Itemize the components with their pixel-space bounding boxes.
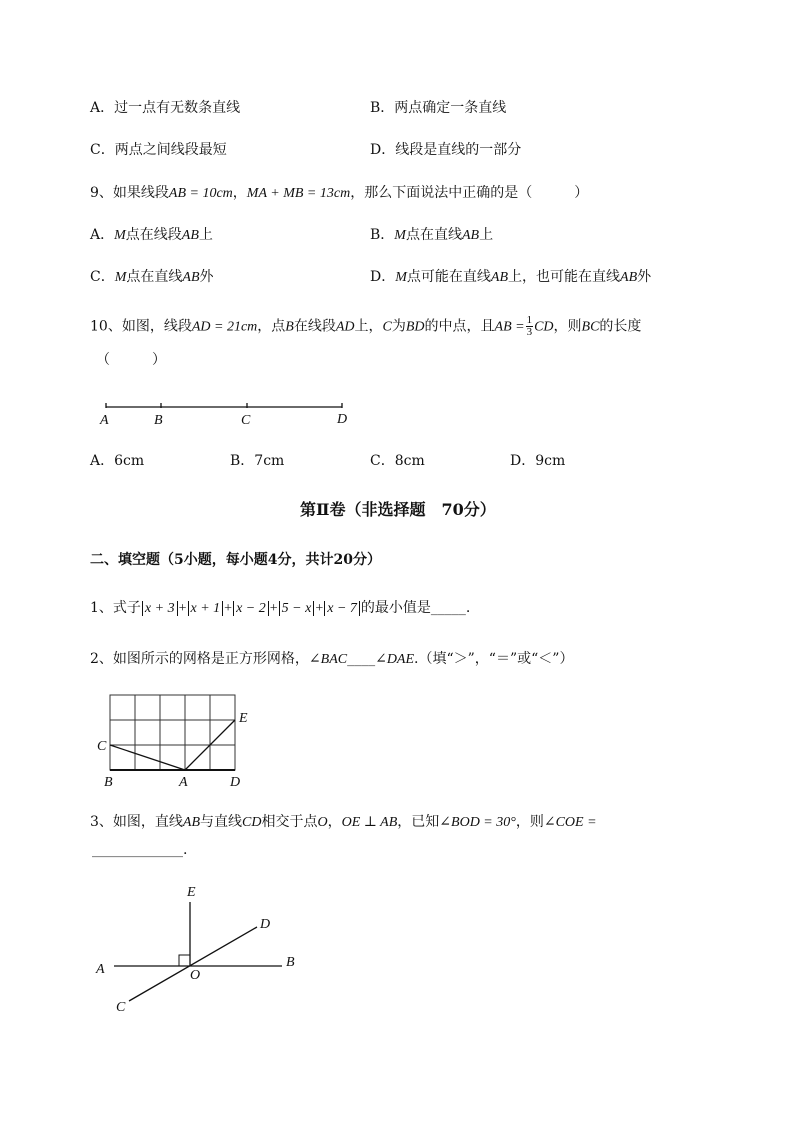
q10-answer-paren: （ ）: [96, 352, 166, 368]
figure3-label-d: D: [260, 917, 271, 932]
q10-label-b: B: [154, 413, 163, 428]
q9-ab-length: AB = 10cm: [168, 186, 233, 201]
grid-label-c: C: [97, 739, 107, 754]
section-heading: 二、填空题（5小题，每小题4分，共计20分）: [90, 552, 381, 568]
q9-option-a: A．M点在线段AB上: [90, 227, 213, 243]
figure3-label-b: B: [286, 955, 295, 970]
q8-option-a: A．过一点有无数条直线: [90, 100, 241, 116]
q10-option-a: A．6cm: [90, 453, 145, 469]
q10-label-a: A: [100, 413, 109, 428]
fraction-one-third: $\frac{1}{3}$: [526, 314, 533, 338]
grid-figure: [95, 688, 265, 793]
figure3-label-a: A: [96, 962, 105, 977]
q9-option-d: D．M点可能在直线AB上，也可能在直线AB外: [370, 269, 652, 285]
q10-stem: 10、如图，线段AD = 21cm，点B在线段AD上，C为BD的中点，且AB = $\frac{1}{3}$ CD，则BC的长度: [90, 314, 642, 338]
q10-option-b: B．7cm: [230, 453, 285, 469]
figure3-label-c: C: [116, 1000, 126, 1015]
grid-label-e: E: [239, 711, 248, 726]
intersecting-lines-figure: [90, 880, 310, 1020]
q8-option-d: D．线段是直线的一部分: [370, 142, 522, 158]
q8-option-b: B．两点确定一条直线: [370, 100, 507, 116]
figure3-label-o: O: [190, 968, 201, 983]
q9-stem: 9、如果线段AB = 10cm，MA + MB = 13cm，那么下面说法中正确的是（ ）: [90, 185, 589, 201]
q10-segment-figure: [96, 395, 356, 435]
q10-option-c: C．8cm: [370, 453, 425, 469]
figure3-label-e: E: [187, 885, 196, 900]
q10-label-c: C: [241, 413, 251, 428]
q10-label-d: D: [337, 412, 348, 427]
q9-ma-mb: MA + MB = 13cm: [246, 186, 351, 201]
fill-question-3-blank: _____________.: [92, 842, 188, 858]
q8-option-c: C．两点之间线段最短: [90, 142, 227, 158]
grid-label-b: B: [104, 775, 113, 790]
q9-option-b: B．M点在直线AB上: [370, 227, 494, 243]
fill-question-3: 3、如图，直线AB与直线CD相交于点O，OE ⊥ AB，已知∠BOD = 30°，则∠COE =: [90, 814, 597, 830]
grid-label-a: A: [179, 775, 188, 790]
grid-label-d: D: [230, 775, 241, 790]
fill-question-1: 1、式子 x + 3 + x + 1 + x − 2 + 5 − x + x − 7 的最小值是_____.: [90, 600, 471, 616]
q10-option-d: D．9cm: [510, 453, 566, 469]
part-two-title: 第Ⅱ卷（非选择题 70分）: [300, 500, 496, 519]
fill-question-2: 2、如图所示的网格是正方形网格，∠BAC____∠DAE.（填“＞”，“＝”或“＜”）: [90, 651, 574, 667]
q9-option-c: C．M点在直线AB外: [90, 269, 214, 285]
